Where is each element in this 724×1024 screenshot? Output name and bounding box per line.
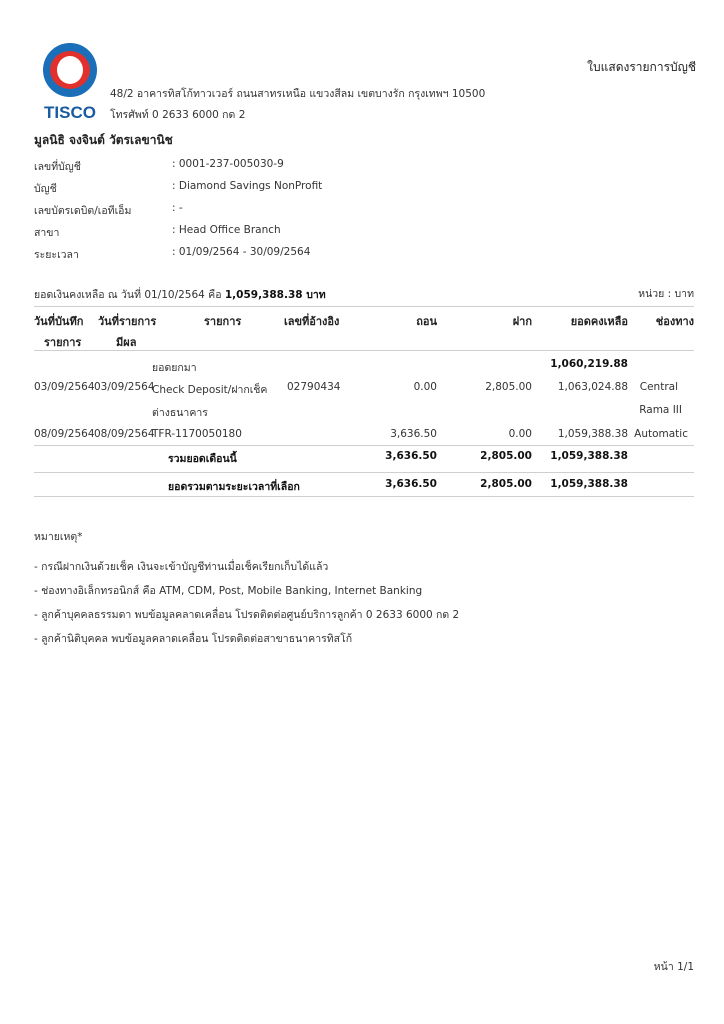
row1-deposit: 2,805.00 bbox=[485, 381, 532, 393]
header-record-date: วันที่บันทึก bbox=[34, 315, 84, 328]
header-effective-date-sub: มีผล bbox=[116, 336, 137, 349]
info-value: : 0001-237-005030-9 bbox=[172, 158, 284, 170]
brought-forward-label: ยอดยกมา bbox=[152, 362, 197, 374]
row2-withdraw: 3,636.50 bbox=[390, 428, 437, 440]
month-total-deposit: 2,805.00 bbox=[480, 450, 532, 462]
row1-effective-date: 03/09/2564 bbox=[94, 381, 155, 393]
divider bbox=[34, 496, 694, 497]
row2-record-date: 08/09/2564 bbox=[34, 428, 95, 440]
row1-description: Check Deposit/ฝากเช็ค bbox=[152, 384, 268, 396]
row2-balance: 1,059,388.38 bbox=[557, 428, 628, 440]
period-total-withdraw: 3,636.50 bbox=[385, 478, 437, 490]
row2-deposit: 0.00 bbox=[508, 428, 532, 440]
month-total-withdraw: 3,636.50 bbox=[385, 450, 437, 462]
note-item: - กรณีฝากเงินด้วยเช็ค เงินจะเข้าบัญชีท่านเมื่อเช็คเรียกเก็บได้แล้ว bbox=[34, 561, 329, 573]
period-total-deposit: 2,805.00 bbox=[480, 478, 532, 490]
divider bbox=[34, 306, 694, 307]
row1-description-sub: ต่างธนาคาร bbox=[152, 407, 208, 419]
document-title: ใบแสดงรายการบัญชี bbox=[587, 60, 696, 74]
row1-channel-sub: Rama III bbox=[639, 404, 682, 416]
header-deposit: ฝาก bbox=[512, 315, 532, 328]
row1-reference: 02790434 bbox=[287, 381, 341, 393]
notes-title: หมายเหตุ* bbox=[34, 531, 83, 543]
row1-withdraw: 0.00 bbox=[413, 381, 437, 393]
brought-forward-balance: 1,060,219.88 bbox=[550, 358, 628, 370]
divider bbox=[34, 350, 694, 351]
header-reference: เลขที่อ้างอิง bbox=[284, 315, 340, 328]
header-channel: ช่องทาง bbox=[655, 315, 694, 328]
info-value: : 01/09/2564 - 30/09/2564 bbox=[172, 246, 311, 258]
info-value: : - bbox=[172, 202, 183, 214]
row1-record-date: 03/09/2564 bbox=[34, 381, 95, 393]
note-item: - ลูกค้านิติบุคคล พบข้อมูลคลาดเคลื่อน โปรดติดต่อสาขาธนาคารทิสโก้ bbox=[34, 633, 353, 645]
bank-phone: โทรศัพท์ 0 2633 6000 กด 2 bbox=[110, 109, 246, 121]
account-holder-name: มูลนิธิ จงจินต์ วัตรเลขานิช bbox=[34, 133, 173, 147]
tisco-logo bbox=[38, 40, 102, 122]
balance-amount: 1,059,388.38 บาท bbox=[224, 289, 326, 301]
row2-description: TFR-1170050180 bbox=[152, 428, 242, 440]
page-number: หน้า 1/1 bbox=[653, 961, 694, 973]
row1-balance: 1,063,024.88 bbox=[557, 381, 628, 393]
info-label: ระยะเวลา bbox=[34, 249, 79, 261]
header-record-date-sub: รายการ bbox=[44, 336, 82, 349]
info-label: บัญชี bbox=[34, 183, 57, 195]
row2-effective-date: 08/09/2564 bbox=[94, 428, 155, 440]
header-effective-date: วันที่รายการ bbox=[98, 315, 157, 328]
balance-prefix: ยอดเงินคงเหลือ ณ วันที่ 01/10/2564 คือ bbox=[34, 289, 225, 301]
info-value: : Diamond Savings NonProfit bbox=[172, 180, 323, 192]
tisco-logo-mark bbox=[38, 40, 102, 122]
divider bbox=[34, 472, 694, 473]
balance-summary bbox=[34, 286, 326, 303]
header-balance: ยอดคงเหลือ bbox=[570, 315, 628, 328]
divider bbox=[34, 445, 694, 446]
logo-text: TISCO bbox=[44, 103, 96, 122]
note-item: - ช่องทางอิเล็กทรอนิกส์ คือ ATM, CDM, Post, Mobile Banking, Internet Banking bbox=[34, 585, 423, 597]
period-total-balance: 1,059,388.38 bbox=[550, 478, 628, 490]
note-item: - ลูกค้าบุคคลธรรมดา พบข้อมูลคลาดเคลื่อน โปรดติดต่อศูนย์บริการลูกค้า 0 2633 6000 กด 2 bbox=[34, 609, 460, 621]
header-withdraw: ถอน bbox=[416, 315, 437, 328]
row1-channel: Central bbox=[639, 381, 678, 393]
period-total-label: ยอดรวมตามระยะเวลาที่เลือก bbox=[168, 481, 300, 493]
currency-unit: หน่วย : บาท bbox=[638, 288, 694, 300]
header-description: รายการ bbox=[204, 315, 242, 328]
bank-address: 48/2 อาคารทิสโก้ทาวเวอร์ ถนนสาทรเหนือ แขวงสีลม เขตบางรัก กรุงเทพฯ 10500 bbox=[110, 88, 486, 100]
info-value: : Head Office Branch bbox=[172, 224, 281, 236]
month-total-balance: 1,059,388.38 bbox=[550, 450, 628, 462]
row2-channel: Automatic bbox=[634, 428, 688, 440]
info-label: เลขที่บัญชี bbox=[34, 161, 81, 173]
info-label: สาขา bbox=[34, 227, 60, 239]
info-label: เลขบัตรเดบิต/เอทีเอ็ม bbox=[34, 205, 132, 217]
month-total-label: รวมยอดเดือนนี้ bbox=[168, 453, 237, 465]
